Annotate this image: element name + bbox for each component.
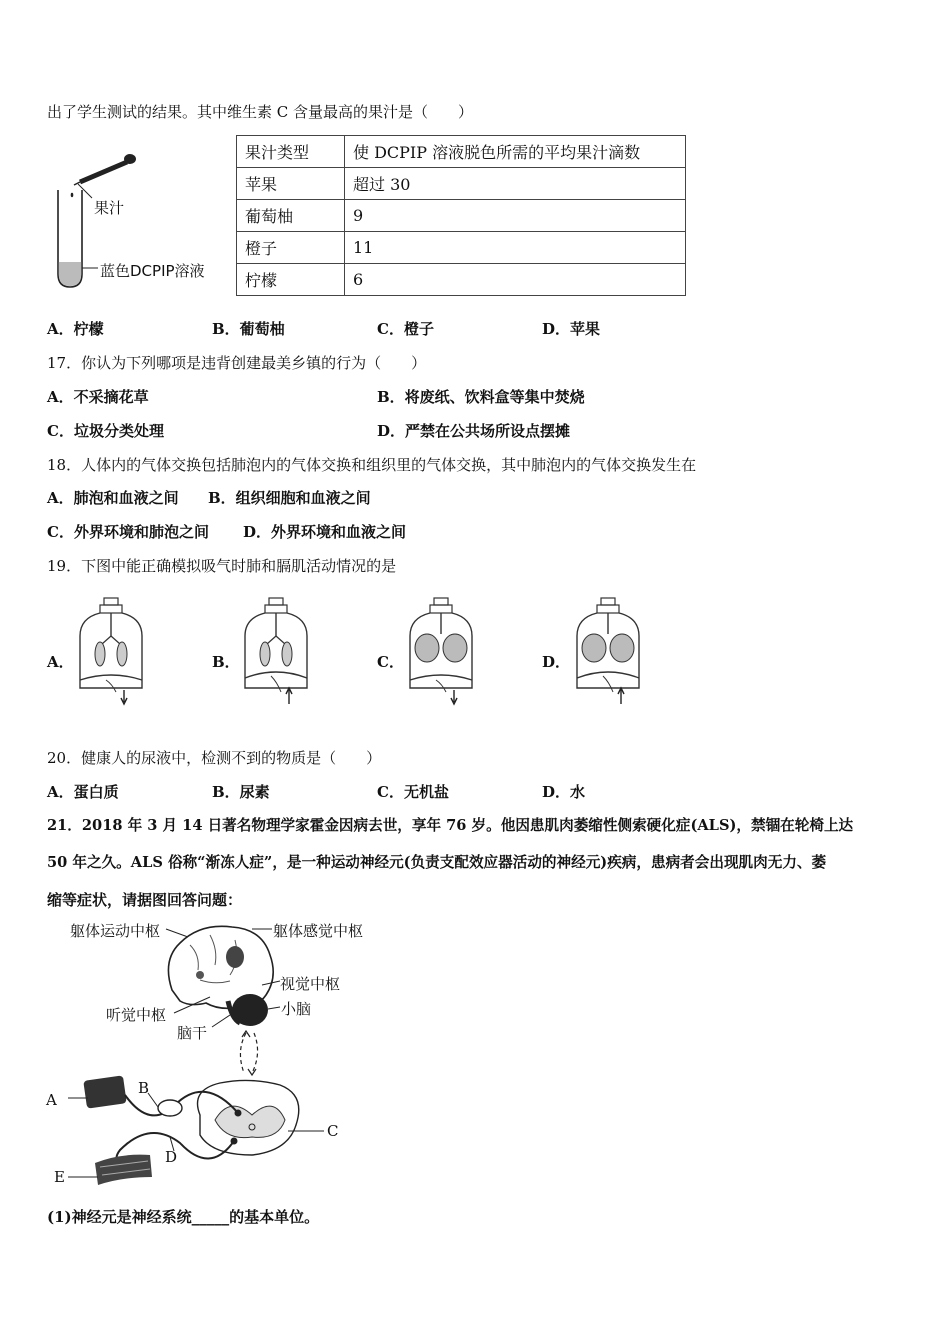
q17-stem: 17．你认为下列哪项是违背创建最美乡镇的行为（ ） [47,354,427,372]
label-d: D [165,1148,178,1166]
label-c: C [327,1122,339,1140]
q21-sub1-prefix: (1)神经元是神经系统 [47,1208,192,1226]
table-header-row [237,136,686,168]
visual-center-label: 视觉中枢 [280,975,341,993]
q17-option-b[interactable]: B．将废纸、饮料盒等集中焚烧 [377,388,585,406]
table-row [237,168,686,200]
q17-option-c[interactable]: C．垃圾分类处理 [47,422,164,440]
brainstem-label: 脑干 [177,1024,208,1042]
q16-stem: 出了学生测试的结果。其中维生素 C 含量最高的果汁是（ ） [47,103,474,121]
effector-muscle-icon [95,1155,152,1185]
q18-option-b[interactable]: B．组织细胞和血液之间 [208,489,371,507]
label-e: E [54,1168,65,1186]
q19-option-a[interactable]: A． [47,653,74,671]
q21-sub1 [47,1207,319,1227]
q21-sub1-suffix: 的基本单位。 [229,1208,320,1226]
q18-option-a[interactable]: A．肺泡和血液之间 [47,489,179,507]
cerebellum-label: 小脑 [281,1000,312,1018]
q16-option-c[interactable]: C．橙子 [377,320,434,338]
q21-sub1-blank[interactable]: _____ [191,1208,230,1226]
q19-stem: 19．下图中能正确模拟吸气时肺和膈肌活动情况的是 [47,557,397,575]
q18-stem: 18．人体内的气体交换包括肺泡内的气体交换和组织里的气体交换，其中肺泡内的气体交换发生在 [47,456,697,474]
q20-option-d[interactable]: D．水 [542,783,586,801]
juice-label: 果汁 [94,199,125,217]
q20-option-c[interactable]: C．无机盐 [377,783,449,801]
table-cell: 橙子 [237,232,345,264]
table-header-cell: 使 DCPIP 溶液脱色所需的平均果汁滴数 [345,136,686,168]
dropper-icon [74,154,136,185]
label-b: B [138,1079,150,1097]
table-cell: 葡萄柚 [237,200,345,232]
q20-option-a[interactable]: A．蛋白质 [47,783,119,801]
q18-option-d[interactable]: D．外界环境和血液之间 [243,523,407,541]
table-header-cell: 果汁类型 [237,136,345,168]
q20-stem: 20．健康人的尿液中，检测不到的物质是（ ） [47,749,382,767]
q16-option-d[interactable]: D．苹果 [542,320,601,338]
bell-jar-figure-c [406,596,484,708]
auditory-center-label: 听觉中枢 [106,1006,167,1024]
sensory-center-label: 躯体感觉中枢 [273,922,364,940]
q17-option-d[interactable]: D．严禁在公共场所设点摆摊 [377,422,571,440]
q19-option-b[interactable]: B． [212,653,240,671]
table-cell: 柠檬 [237,264,345,296]
table-cell: 11 [345,232,686,264]
q21-stem-line-3: 缩等症状，请据图回答问题： [47,891,243,909]
bell-jar-figure-d [573,596,651,708]
q19-option-c[interactable]: C． [377,653,404,671]
test-tube-icon [58,190,82,287]
table-row [237,200,686,232]
q20-option-b[interactable]: B．尿素 [212,783,270,801]
q16-option-b[interactable]: B．葡萄柚 [212,320,285,338]
table-row [237,232,686,264]
bell-jar-figure-b [241,596,319,708]
motor-center-label: 躯体运动中枢 [70,922,161,940]
label-a: A [46,1091,57,1109]
q19-option-d[interactable]: D． [542,653,571,671]
table-cell: 6 [345,264,686,296]
nervous-system-figure [40,915,360,1190]
table-row [237,264,686,296]
table-cell: 9 [345,200,686,232]
q21-stem-line-1: 21．2018 年 3 月 14 日著名物理学家霍金因病去世，享年 76 岁。他因患肌肉萎缩性侧索硬化症(ALS)，禁锢在轮椅上达 [47,817,854,834]
receptor-icon [83,1075,127,1108]
juice-table [236,135,686,296]
q17-option-a[interactable]: A．不采摘花草 [47,388,149,406]
q21-stem-line-2: 50 年之久。ALS 俗称“渐冻人症”，是一种运动神经元(负责支配效应器活动的神经元)疾病，患病者会出现肌肉无力、萎 [47,854,827,871]
dcpip-solution-label: 蓝色DCPIP溶液 [100,262,205,280]
table-cell: 苹果 [237,168,345,200]
q18-option-c[interactable]: C．外界环境和肺泡之间 [47,523,209,541]
table-cell: 超过 30 [345,168,686,200]
bell-jar-figure-a [76,596,154,708]
q16-option-a[interactable]: A．柠檬 [47,320,104,338]
